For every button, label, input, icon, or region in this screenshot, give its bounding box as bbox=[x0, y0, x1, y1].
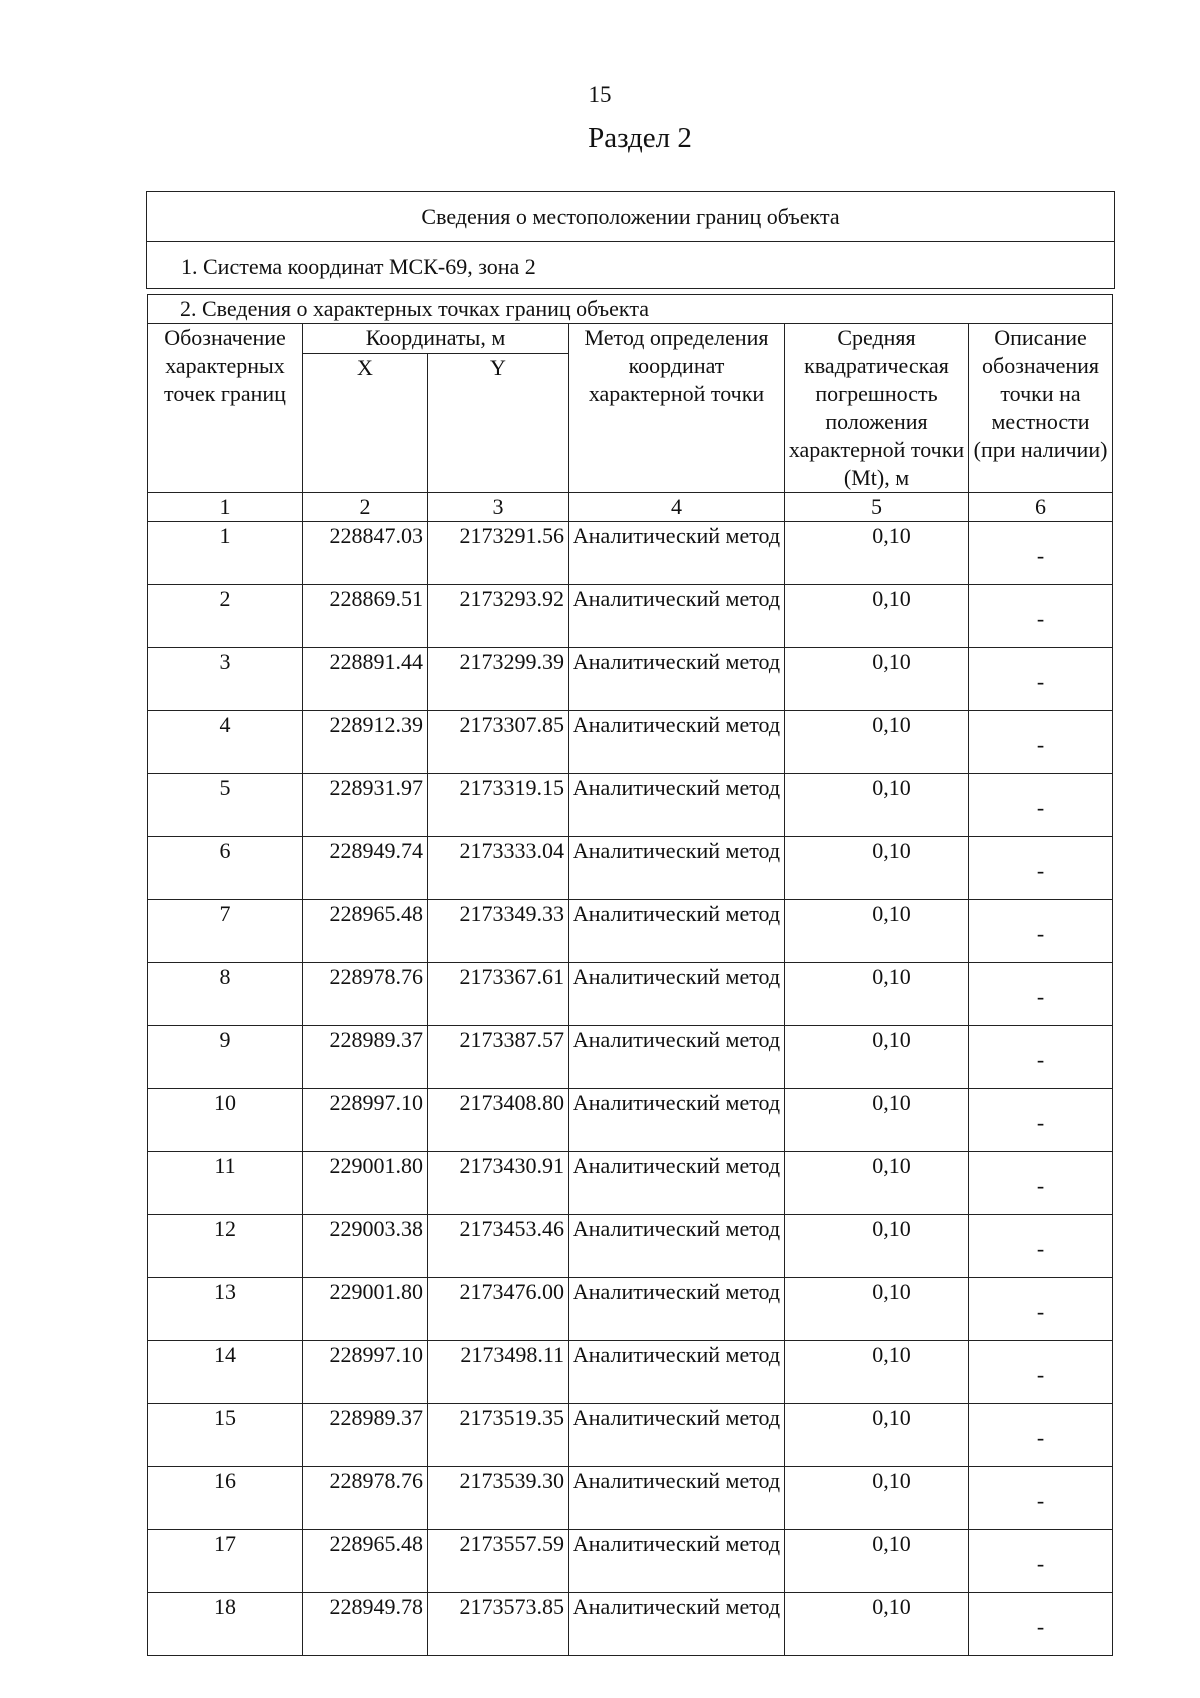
mean-square-error: 0,10 bbox=[785, 1404, 969, 1467]
method: Аналитический метод bbox=[569, 1026, 785, 1089]
coordinate-x: 228931.97 bbox=[303, 774, 428, 837]
table-row bbox=[148, 837, 1113, 900]
method: Аналитический метод bbox=[569, 585, 785, 648]
coordinate-x: 229003.38 bbox=[303, 1215, 428, 1278]
method: Аналитический метод bbox=[569, 774, 785, 837]
table-row bbox=[148, 1089, 1113, 1152]
coordinate-y: 2173519.35 bbox=[428, 1404, 569, 1467]
method: Аналитический метод bbox=[569, 1278, 785, 1341]
method: Аналитический метод bbox=[569, 900, 785, 963]
coordinate-y: 2173430.91 bbox=[428, 1152, 569, 1215]
point-description: - bbox=[969, 900, 1113, 963]
method: Аналитический метод bbox=[569, 963, 785, 1026]
coordinate-x: 228949.78 bbox=[303, 1593, 428, 1656]
coordinate-y: 2173291.56 bbox=[428, 522, 569, 585]
point-number: 1 bbox=[148, 522, 303, 585]
coordinate-x: 228989.37 bbox=[303, 1026, 428, 1089]
mean-square-error: 0,10 bbox=[785, 522, 969, 585]
point-description: - bbox=[969, 585, 1113, 648]
coordinate-y: 2173453.46 bbox=[428, 1215, 569, 1278]
mean-square-error: 0,10 bbox=[785, 1278, 969, 1341]
point-description: - bbox=[969, 1530, 1113, 1593]
point-description: - bbox=[969, 1152, 1113, 1215]
column-number: 1 bbox=[148, 493, 303, 522]
coordinate-y: 2173498.11 bbox=[428, 1341, 569, 1404]
coordinate-y: 2173319.15 bbox=[428, 774, 569, 837]
coordinate-y: 2173387.57 bbox=[428, 1026, 569, 1089]
point-description: - bbox=[969, 1404, 1113, 1467]
table-row bbox=[148, 1593, 1113, 1656]
point-number: 12 bbox=[148, 1215, 303, 1278]
method: Аналитический метод bbox=[569, 1593, 785, 1656]
mean-square-error: 0,10 bbox=[785, 1215, 969, 1278]
point-description: - bbox=[969, 648, 1113, 711]
coordinate-y: 2173476.00 bbox=[428, 1278, 569, 1341]
point-number: 14 bbox=[148, 1341, 303, 1404]
coordinate-y: 2173367.61 bbox=[428, 963, 569, 1026]
point-number: 18 bbox=[148, 1593, 303, 1656]
mean-square-error: 0,10 bbox=[785, 711, 969, 774]
mean-square-error: 0,10 bbox=[785, 774, 969, 837]
header-y: Y bbox=[428, 353, 569, 492]
mean-square-error: 0,10 bbox=[785, 900, 969, 963]
coordinate-y: 2173408.80 bbox=[428, 1089, 569, 1152]
table-row bbox=[148, 648, 1113, 711]
point-description: - bbox=[969, 1215, 1113, 1278]
table-row bbox=[148, 963, 1113, 1026]
coordinate-y: 2173349.33 bbox=[428, 900, 569, 963]
coordinate-x: 229001.80 bbox=[303, 1152, 428, 1215]
header-x: X bbox=[303, 353, 428, 492]
coordinate-x: 228869.51 bbox=[303, 585, 428, 648]
point-description: - bbox=[969, 1467, 1113, 1530]
coordinate-x: 229001.80 bbox=[303, 1278, 428, 1341]
point-number: 8 bbox=[148, 963, 303, 1026]
mean-square-error: 0,10 bbox=[785, 648, 969, 711]
table-row bbox=[148, 774, 1113, 837]
boundary-points-table bbox=[147, 294, 1113, 1656]
table-row bbox=[148, 900, 1113, 963]
point-number: 9 bbox=[148, 1026, 303, 1089]
point-number: 17 bbox=[148, 1530, 303, 1593]
point-number: 5 bbox=[148, 774, 303, 837]
table-row bbox=[148, 1530, 1113, 1593]
method: Аналитический метод bbox=[569, 1215, 785, 1278]
point-number: 11 bbox=[148, 1152, 303, 1215]
table-row bbox=[148, 1467, 1113, 1530]
header-error: Средняя квадратическая погрешность положения характерной точки (Mt), м bbox=[785, 324, 969, 493]
mean-square-error: 0,10 bbox=[785, 837, 969, 900]
method: Аналитический метод bbox=[569, 711, 785, 774]
point-number: 2 bbox=[148, 585, 303, 648]
coordinate-system: 1. Система координат МСК-69, зона 2 bbox=[181, 254, 536, 279]
mean-square-error: 0,10 bbox=[785, 1530, 969, 1593]
coordinate-y: 2173333.04 bbox=[428, 837, 569, 900]
method: Аналитический метод bbox=[569, 1404, 785, 1467]
point-description: - bbox=[969, 711, 1113, 774]
table-caption: 2. Сведения о характерных точках границ объекта bbox=[148, 295, 1113, 324]
coordinate-x: 228978.76 bbox=[303, 963, 428, 1026]
column-number: 4 bbox=[569, 493, 785, 522]
point-description: - bbox=[969, 837, 1113, 900]
table-row bbox=[148, 1341, 1113, 1404]
header-method: Метод определения координат характерной точки bbox=[569, 324, 785, 493]
table-row bbox=[148, 711, 1113, 774]
method: Аналитический метод bbox=[569, 837, 785, 900]
coordinate-x: 228912.39 bbox=[303, 711, 428, 774]
coordinate-x: 228989.37 bbox=[303, 1404, 428, 1467]
point-description: - bbox=[969, 774, 1113, 837]
coordinate-x: 228997.10 bbox=[303, 1341, 428, 1404]
method: Аналитический метод bbox=[569, 1152, 785, 1215]
coordinate-x: 228997.10 bbox=[303, 1089, 428, 1152]
method: Аналитический метод bbox=[569, 522, 785, 585]
coordinate-x: 228965.48 bbox=[303, 900, 428, 963]
table-row bbox=[148, 1215, 1113, 1278]
table-row bbox=[148, 1278, 1113, 1341]
header-coordinates: Координаты, м bbox=[303, 324, 569, 354]
coordinate-y: 2173293.92 bbox=[428, 585, 569, 648]
header-designation: Обозначение характерных точек границ bbox=[148, 324, 303, 493]
column-number: 2 bbox=[303, 493, 428, 522]
mean-square-error: 0,10 bbox=[785, 1026, 969, 1089]
column-number: 6 bbox=[969, 493, 1113, 522]
coordinate-y: 2173539.30 bbox=[428, 1467, 569, 1530]
method: Аналитический метод bbox=[569, 1341, 785, 1404]
coordinate-x: 228965.48 bbox=[303, 1530, 428, 1593]
coordinate-y: 2173299.39 bbox=[428, 648, 569, 711]
table-row bbox=[148, 1404, 1113, 1467]
method: Аналитический метод bbox=[569, 1089, 785, 1152]
table-row bbox=[148, 585, 1113, 648]
coordinate-x: 228978.76 bbox=[303, 1467, 428, 1530]
coordinate-y: 2173573.85 bbox=[428, 1593, 569, 1656]
mean-square-error: 0,10 bbox=[785, 1593, 969, 1656]
coordinate-x: 228891.44 bbox=[303, 648, 428, 711]
point-number: 6 bbox=[148, 837, 303, 900]
point-number: 7 bbox=[148, 900, 303, 963]
coordinate-y: 2173557.59 bbox=[428, 1530, 569, 1593]
method: Аналитический метод bbox=[569, 1530, 785, 1593]
coordinate-y: 2173307.85 bbox=[428, 711, 569, 774]
point-description: - bbox=[969, 1593, 1113, 1656]
point-number: 15 bbox=[148, 1404, 303, 1467]
coordinate-x: 228949.74 bbox=[303, 837, 428, 900]
point-description: - bbox=[969, 1341, 1113, 1404]
column-number: 5 bbox=[785, 493, 969, 522]
block-title: Сведения о местоположении границ объекта bbox=[147, 192, 1114, 242]
point-description: - bbox=[969, 1026, 1113, 1089]
table-row bbox=[148, 522, 1113, 585]
mean-square-error: 0,10 bbox=[785, 1152, 969, 1215]
column-number: 3 bbox=[428, 493, 569, 522]
mean-square-error: 0,10 bbox=[785, 1089, 969, 1152]
point-number: 4 bbox=[148, 711, 303, 774]
point-description: - bbox=[969, 522, 1113, 585]
point-number: 10 bbox=[148, 1089, 303, 1152]
point-description: - bbox=[969, 1089, 1113, 1152]
mean-square-error: 0,10 bbox=[785, 963, 969, 1026]
header-description: Описание обозначения точки на местности (при наличии) bbox=[969, 324, 1113, 493]
mean-square-error: 0,10 bbox=[785, 585, 969, 648]
method: Аналитический метод bbox=[569, 648, 785, 711]
point-number: 3 bbox=[148, 648, 303, 711]
mean-square-error: 0,10 bbox=[785, 1341, 969, 1404]
section-title: Раздел 2 bbox=[588, 122, 692, 154]
method: Аналитический метод bbox=[569, 1467, 785, 1530]
point-number: 16 bbox=[148, 1467, 303, 1530]
point-number: 13 bbox=[148, 1278, 303, 1341]
table-row bbox=[148, 1026, 1113, 1089]
mean-square-error: 0,10 bbox=[785, 1467, 969, 1530]
table-row bbox=[148, 1152, 1113, 1215]
point-description: - bbox=[969, 963, 1113, 1026]
page-number: 15 bbox=[588, 82, 612, 107]
object-boundary-header bbox=[146, 191, 1115, 289]
point-description: - bbox=[969, 1278, 1113, 1341]
coordinate-x: 228847.03 bbox=[303, 522, 428, 585]
